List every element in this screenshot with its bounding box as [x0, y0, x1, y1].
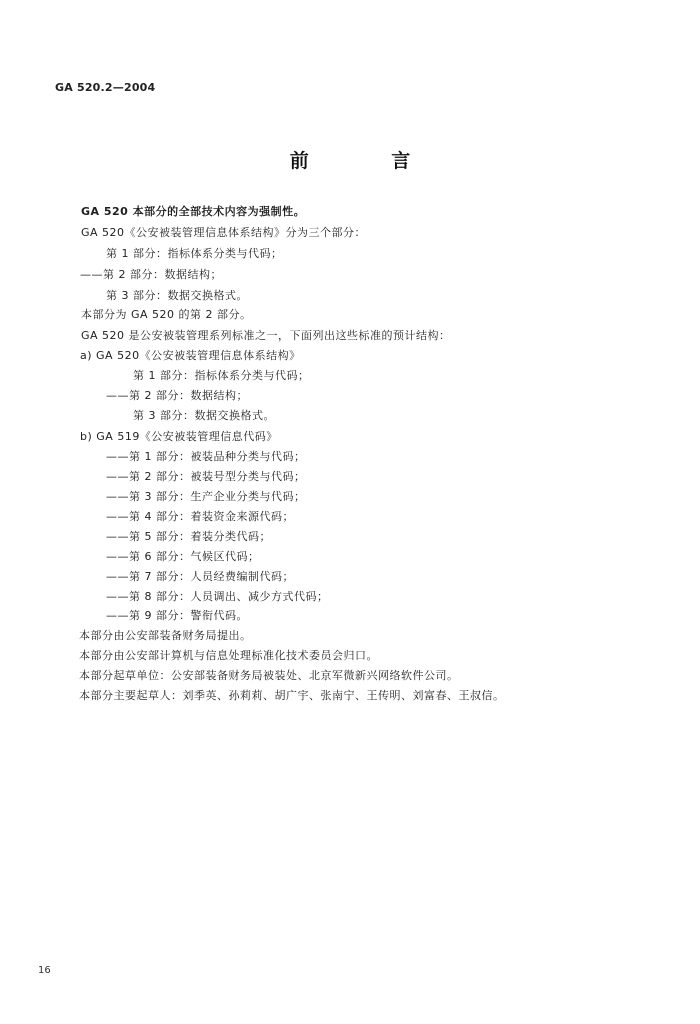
text-line: ——第 2 部分：数据结构；: [106, 389, 248, 402]
standard-code: GA 520.2—2004: [55, 81, 156, 94]
text-line: b) GA 519《公安被装管理信息代码》: [80, 430, 278, 443]
text-line: a) GA 520《公安被装管理信息体系结构》: [80, 349, 301, 362]
text-line: GA 520 是公安被装管理系列标准之一，下面列出这些标准的预计结构：: [81, 329, 451, 342]
text-line: ——第 8 部分：人员调出、减少方式代码；: [106, 590, 329, 603]
text-line: 第 3 部分：数据交换格式。: [106, 289, 248, 302]
text-line: ——第 4 部分：着装资金来源代码；: [106, 510, 294, 523]
text-line: ——第 9 部分：警衔代码。: [106, 609, 248, 622]
page-title: 前 言: [289, 150, 449, 172]
text-line: 第 1 部分：指标体系分类与代码；: [106, 247, 283, 260]
text-line: 本部分起草单位：公安部装备财务局被装处、北京军微新兴网络软件公司。: [79, 669, 459, 682]
text-line: ——第 5 部分：着装分类代码；: [106, 530, 271, 543]
text-line: ——第 1 部分：被装品种分类与代码；: [106, 450, 306, 463]
text-line: ——第 2 部分：数据结构；: [80, 268, 222, 281]
text-line: ——第 7 部分：人员经费编制代码；: [106, 570, 294, 583]
text-line: ——第 6 部分：气候区代码；: [106, 550, 260, 563]
text-line: 本部分由公安部装备财务局提出。: [79, 629, 252, 642]
text-line: GA 520 本部分的全部技术内容为强制性。: [81, 205, 306, 218]
text-line: ——第 2 部分：被装号型分类与代码；: [106, 470, 306, 483]
text-line: 本部分由公安部计算机与信息处理标准化技术委员会归口。: [79, 649, 378, 662]
text-line: 本部分主要起草人：刘季英、孙莉莉、胡广宇、张南宁、王传明、刘富春、王叔信。: [79, 689, 505, 702]
page-number: 16: [38, 965, 51, 976]
text-line: ——第 3 部分：生产企业分类与代码；: [106, 490, 306, 503]
text-line: 第 3 部分：数据交换格式。: [133, 409, 275, 422]
text-line: GA 520《公安被装管理信息体系结构》分为三个部分：: [81, 226, 367, 239]
text-line: 本部分为 GA 520 的第 2 部分。: [81, 308, 252, 321]
text-line: 第 1 部分：指标体系分类与代码；: [133, 369, 310, 382]
